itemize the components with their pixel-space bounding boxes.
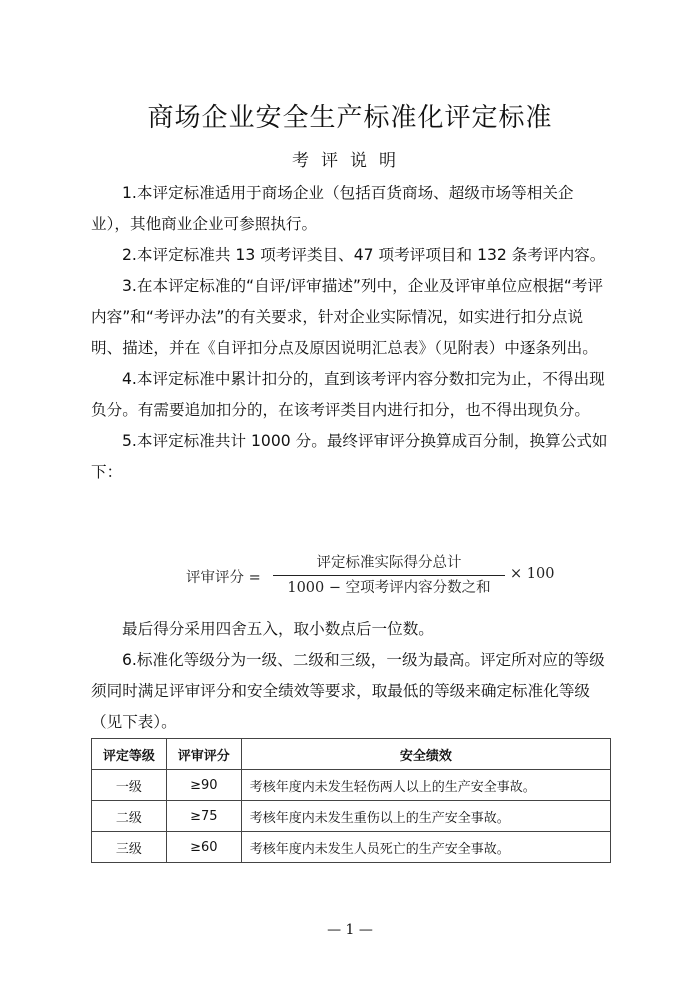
table-header-row [92,739,611,770]
score-cell: ≥90 [166,770,241,801]
formula-denominator: 1000 − 空项考评内容分数之和 [287,580,491,596]
document-title: 商场企业安全生产标准化评定标准 [147,103,553,133]
paragraph-2: 2.本评定标准共 13 项考评类目、47 项考评项目和 132 条考评内容。 [122,246,606,264]
instructions-section-a [91,178,612,488]
page-number: — 1 — [327,922,373,938]
formula-lhs: 评审评分 = [186,570,261,586]
header-performance: 安全绩效 [241,739,610,770]
formula-rhs: × 100 [510,566,555,582]
grade-cell: 三级 [92,832,167,863]
document-subtitle: 考评说明 [292,151,408,171]
table-row [92,801,611,832]
fraction-bar [273,575,505,576]
paragraph-1: 1.本评定标准适用于商场企业（包括百货商场、超级市场等相关企业），其他商业企业可参照执行。 [91,184,574,233]
paragraph-5: 5.本评定标准共计 1000 分。最终评审评分换算成百分制，换算公式如下： [91,432,608,481]
score-formula [186,553,556,599]
paragraph-rounding: 最后得分采用四舍五入，取小数点后一位数。 [122,620,434,638]
table-row [92,770,611,801]
performance-cell: 考核年度内未发生人员死亡的生产安全事故。 [241,832,610,863]
paragraph-3: 3.在本评定标准的“自评/评审描述”列中，企业及评审单位应根据“考评内容”和“考评办法”的有关要求，针对企业实际情况，如实进行扣分点说明、描述，并在《自评扣分点及原因说明汇总表》（见附表）中逐条列出。 [91,277,603,357]
paragraph-6: 6.标准化等级分为一级、二级和三级，一级为最高。评定所对应的等级须同时满足评审评分和安全绩效等要求，取最低的等级来确定标准化等级（见下表）。 [91,651,605,731]
header-score: 评审评分 [166,739,241,770]
formula-fraction [273,553,505,598]
table-row [92,832,611,863]
score-cell: ≥60 [166,832,241,863]
header-grade: 评定等级 [92,739,167,770]
instructions-section-b [91,614,612,738]
formula-numerator: 评定标准实际得分总计 [316,555,462,571]
score-cell: ≥75 [166,801,241,832]
performance-cell: 考核年度内未发生轻伤两人以上的生产安全事故。 [241,770,610,801]
performance-cell: 考核年度内未发生重伤以上的生产安全事故。 [241,801,610,832]
grade-cell: 二级 [92,801,167,832]
paragraph-4: 4.本评定标准中累计扣分的，直到该考评内容分数扣完为止，不得出现负分。有需要追加扣分的，在该考评类目内进行扣分，也不得出现负分。 [91,370,605,419]
grade-table [91,738,611,863]
grade-cell: 一级 [92,770,167,801]
